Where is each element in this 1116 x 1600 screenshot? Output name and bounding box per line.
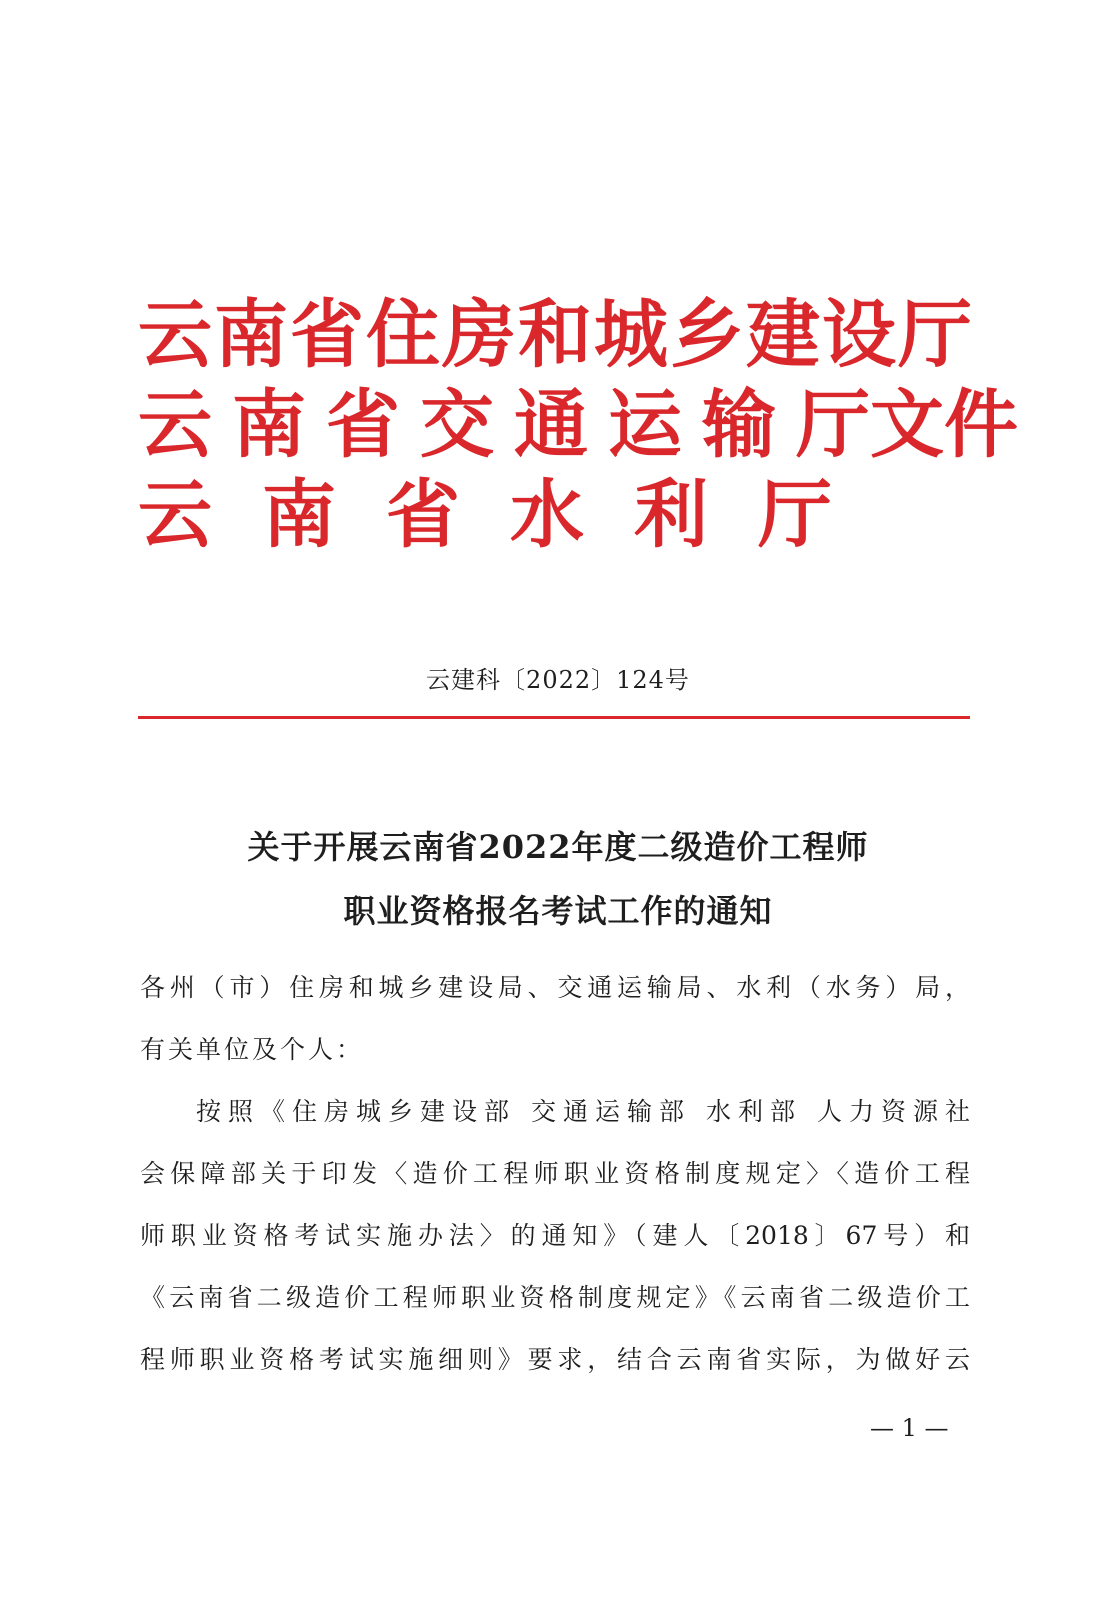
masthead-line-transport (138, 380, 1018, 470)
document-number: 云建科〔2022〕124号 (426, 666, 690, 694)
body-paragraph-line2: 会保障部关于印发〈造价工程师职业资格制度规定〉〈造价工程 (140, 1159, 970, 1188)
masthead (138, 290, 1018, 560)
body-paragraph-line5: 程师职业资格考试实施细则》要求，结合云南省实际，为做好云 (140, 1345, 970, 1374)
notice-title-line2: 职业资格报名考试工作的通知 (343, 892, 773, 930)
red-divider (138, 716, 970, 719)
masthead-line-housing: 云南省住房和城乡建设厅 (138, 292, 974, 378)
recipients-line1: 各州（市）住房和城乡建设局、交通运输局、水利（水务）局， (140, 973, 970, 1002)
masthead-line-transport-main: 云南省交通运输 (138, 382, 796, 468)
body-paragraph-line4: 《云南省二级造价工程师职业资格制度规定》《云南省二级造价工 (140, 1283, 970, 1312)
notice-title-line1: 关于开展云南省2022年度二级造价工程师 (247, 828, 869, 866)
page-number: — 1 — (870, 1414, 949, 1442)
body-paragraph-line1: 按照《住房城乡建设部 交通运输部 水利部 人力资源社 (196, 1097, 970, 1126)
body-paragraph-line3: 师职业资格考试实施办法〉的通知》（建人〔2018〕67号）和 (140, 1221, 970, 1250)
masthead-line-water: 云南省水利厅 (138, 472, 882, 558)
masthead-line-transport-suffix: 厅文件 (796, 382, 1018, 468)
recipients-line2: 有关单位及个人： (140, 1035, 365, 1064)
